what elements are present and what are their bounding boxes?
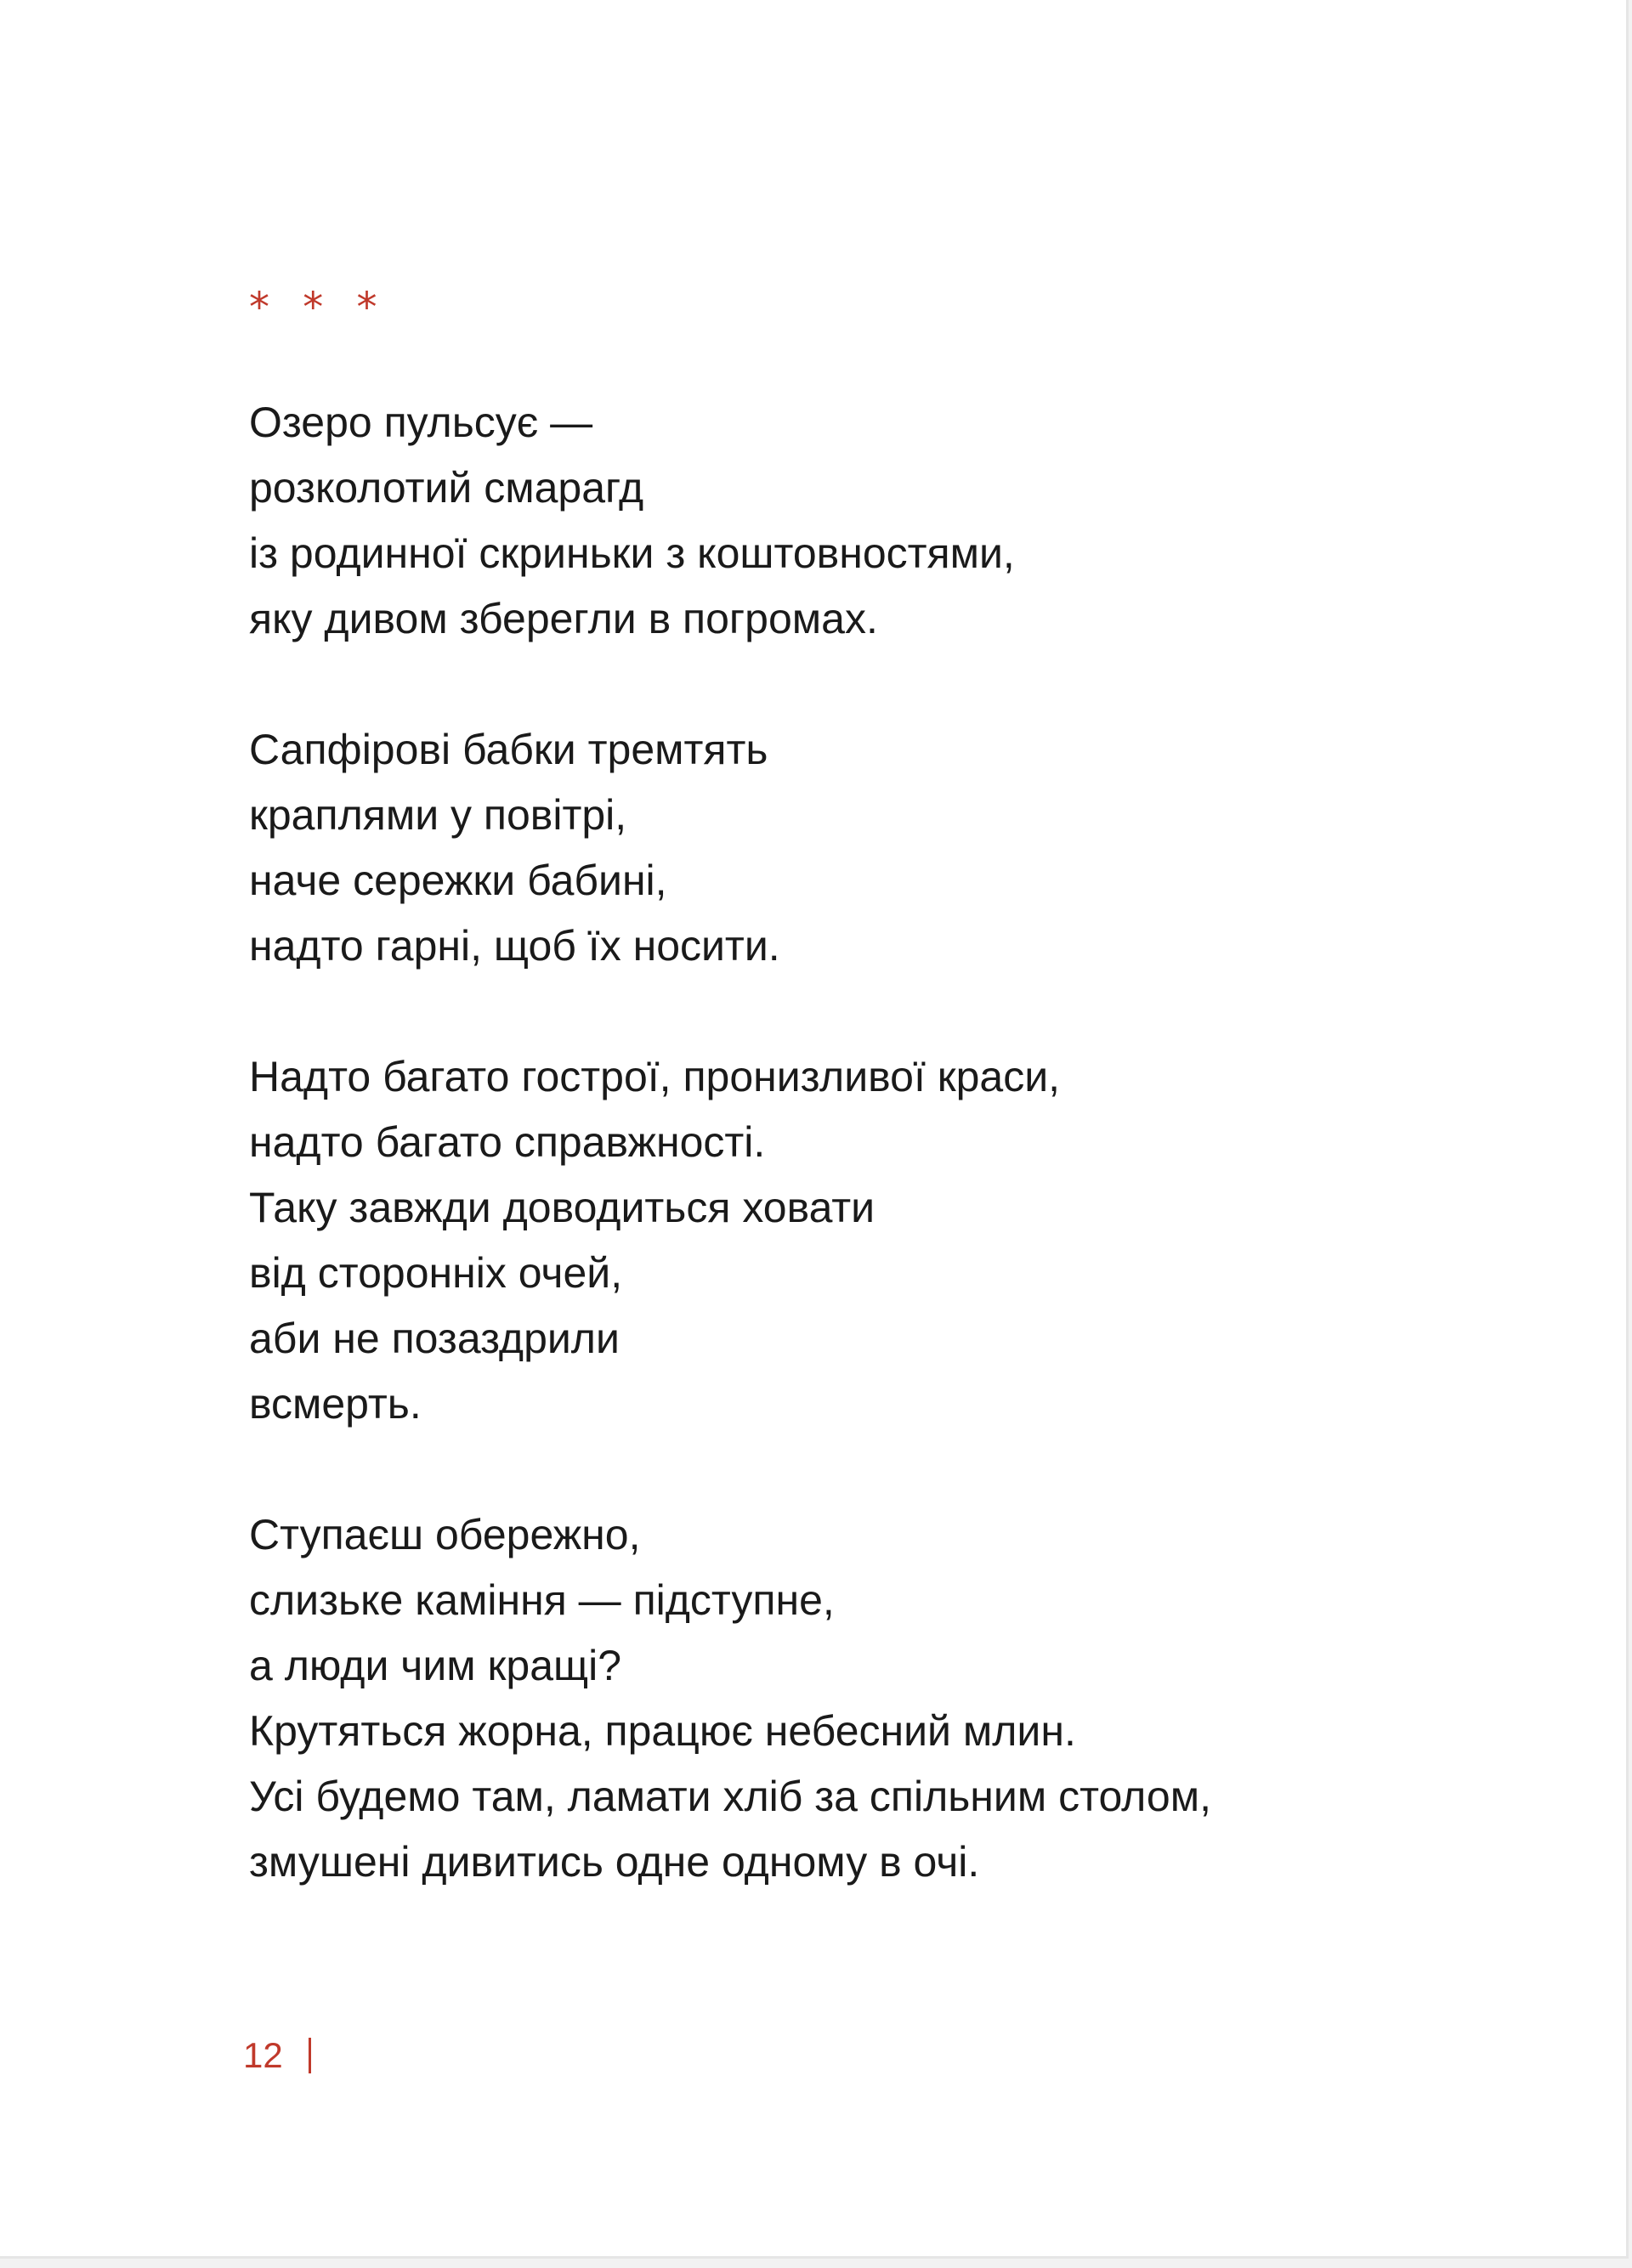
poem-line: краплями у повітрі, xyxy=(249,791,627,839)
footer-divider xyxy=(309,2038,311,2073)
poem-line: слизьке каміння — підступне, xyxy=(249,1576,835,1624)
page-number: 12 xyxy=(243,2035,283,2075)
poem-stanza xyxy=(249,1044,1211,1437)
poem-line: наче сережки бабині, xyxy=(249,857,667,904)
poem-body xyxy=(249,390,1211,1895)
poem-line: змушені дивитись одне одному в очі. xyxy=(249,1838,980,1886)
poem-line: а люди чим кращі? xyxy=(249,1642,622,1689)
poem-line: Таку завжди доводиться ховати xyxy=(249,1184,876,1231)
poem-line: Крутяться жорна, працює небесний млин. xyxy=(249,1707,1076,1755)
poem-line: всмерть. xyxy=(249,1380,422,1428)
poem-line: із родинної скриньки з коштовностями, xyxy=(249,529,1015,577)
poem-line: яку дивом зберегли в погромах. xyxy=(249,595,878,642)
poem-line: від сторонніх очей, xyxy=(249,1249,623,1297)
poem-line: Ступаєш обережно, xyxy=(249,1511,641,1558)
poem-stanza xyxy=(249,1502,1211,1895)
poem-stanza xyxy=(249,390,1211,652)
poem-stanza xyxy=(249,717,1211,979)
poem-line: надто багато справжності. xyxy=(249,1118,766,1166)
poem-line: Сапфірові бабки тремтять xyxy=(249,726,768,773)
poem-line: Усі будемо там, ламати хліб за спільним столом, xyxy=(249,1773,1211,1820)
poem-line: надто гарні, щоб їх носити. xyxy=(249,922,780,970)
page-footer xyxy=(243,2033,311,2078)
poem-line: аби не позаздрили xyxy=(249,1315,620,1362)
poem-line: розколотий смарагд xyxy=(249,464,644,512)
poem-line: Озеро пульсує — xyxy=(249,399,593,446)
section-ornament: * * * xyxy=(249,284,388,331)
poem-line: Надто багато гострої, пронизливої краси, xyxy=(249,1053,1061,1100)
